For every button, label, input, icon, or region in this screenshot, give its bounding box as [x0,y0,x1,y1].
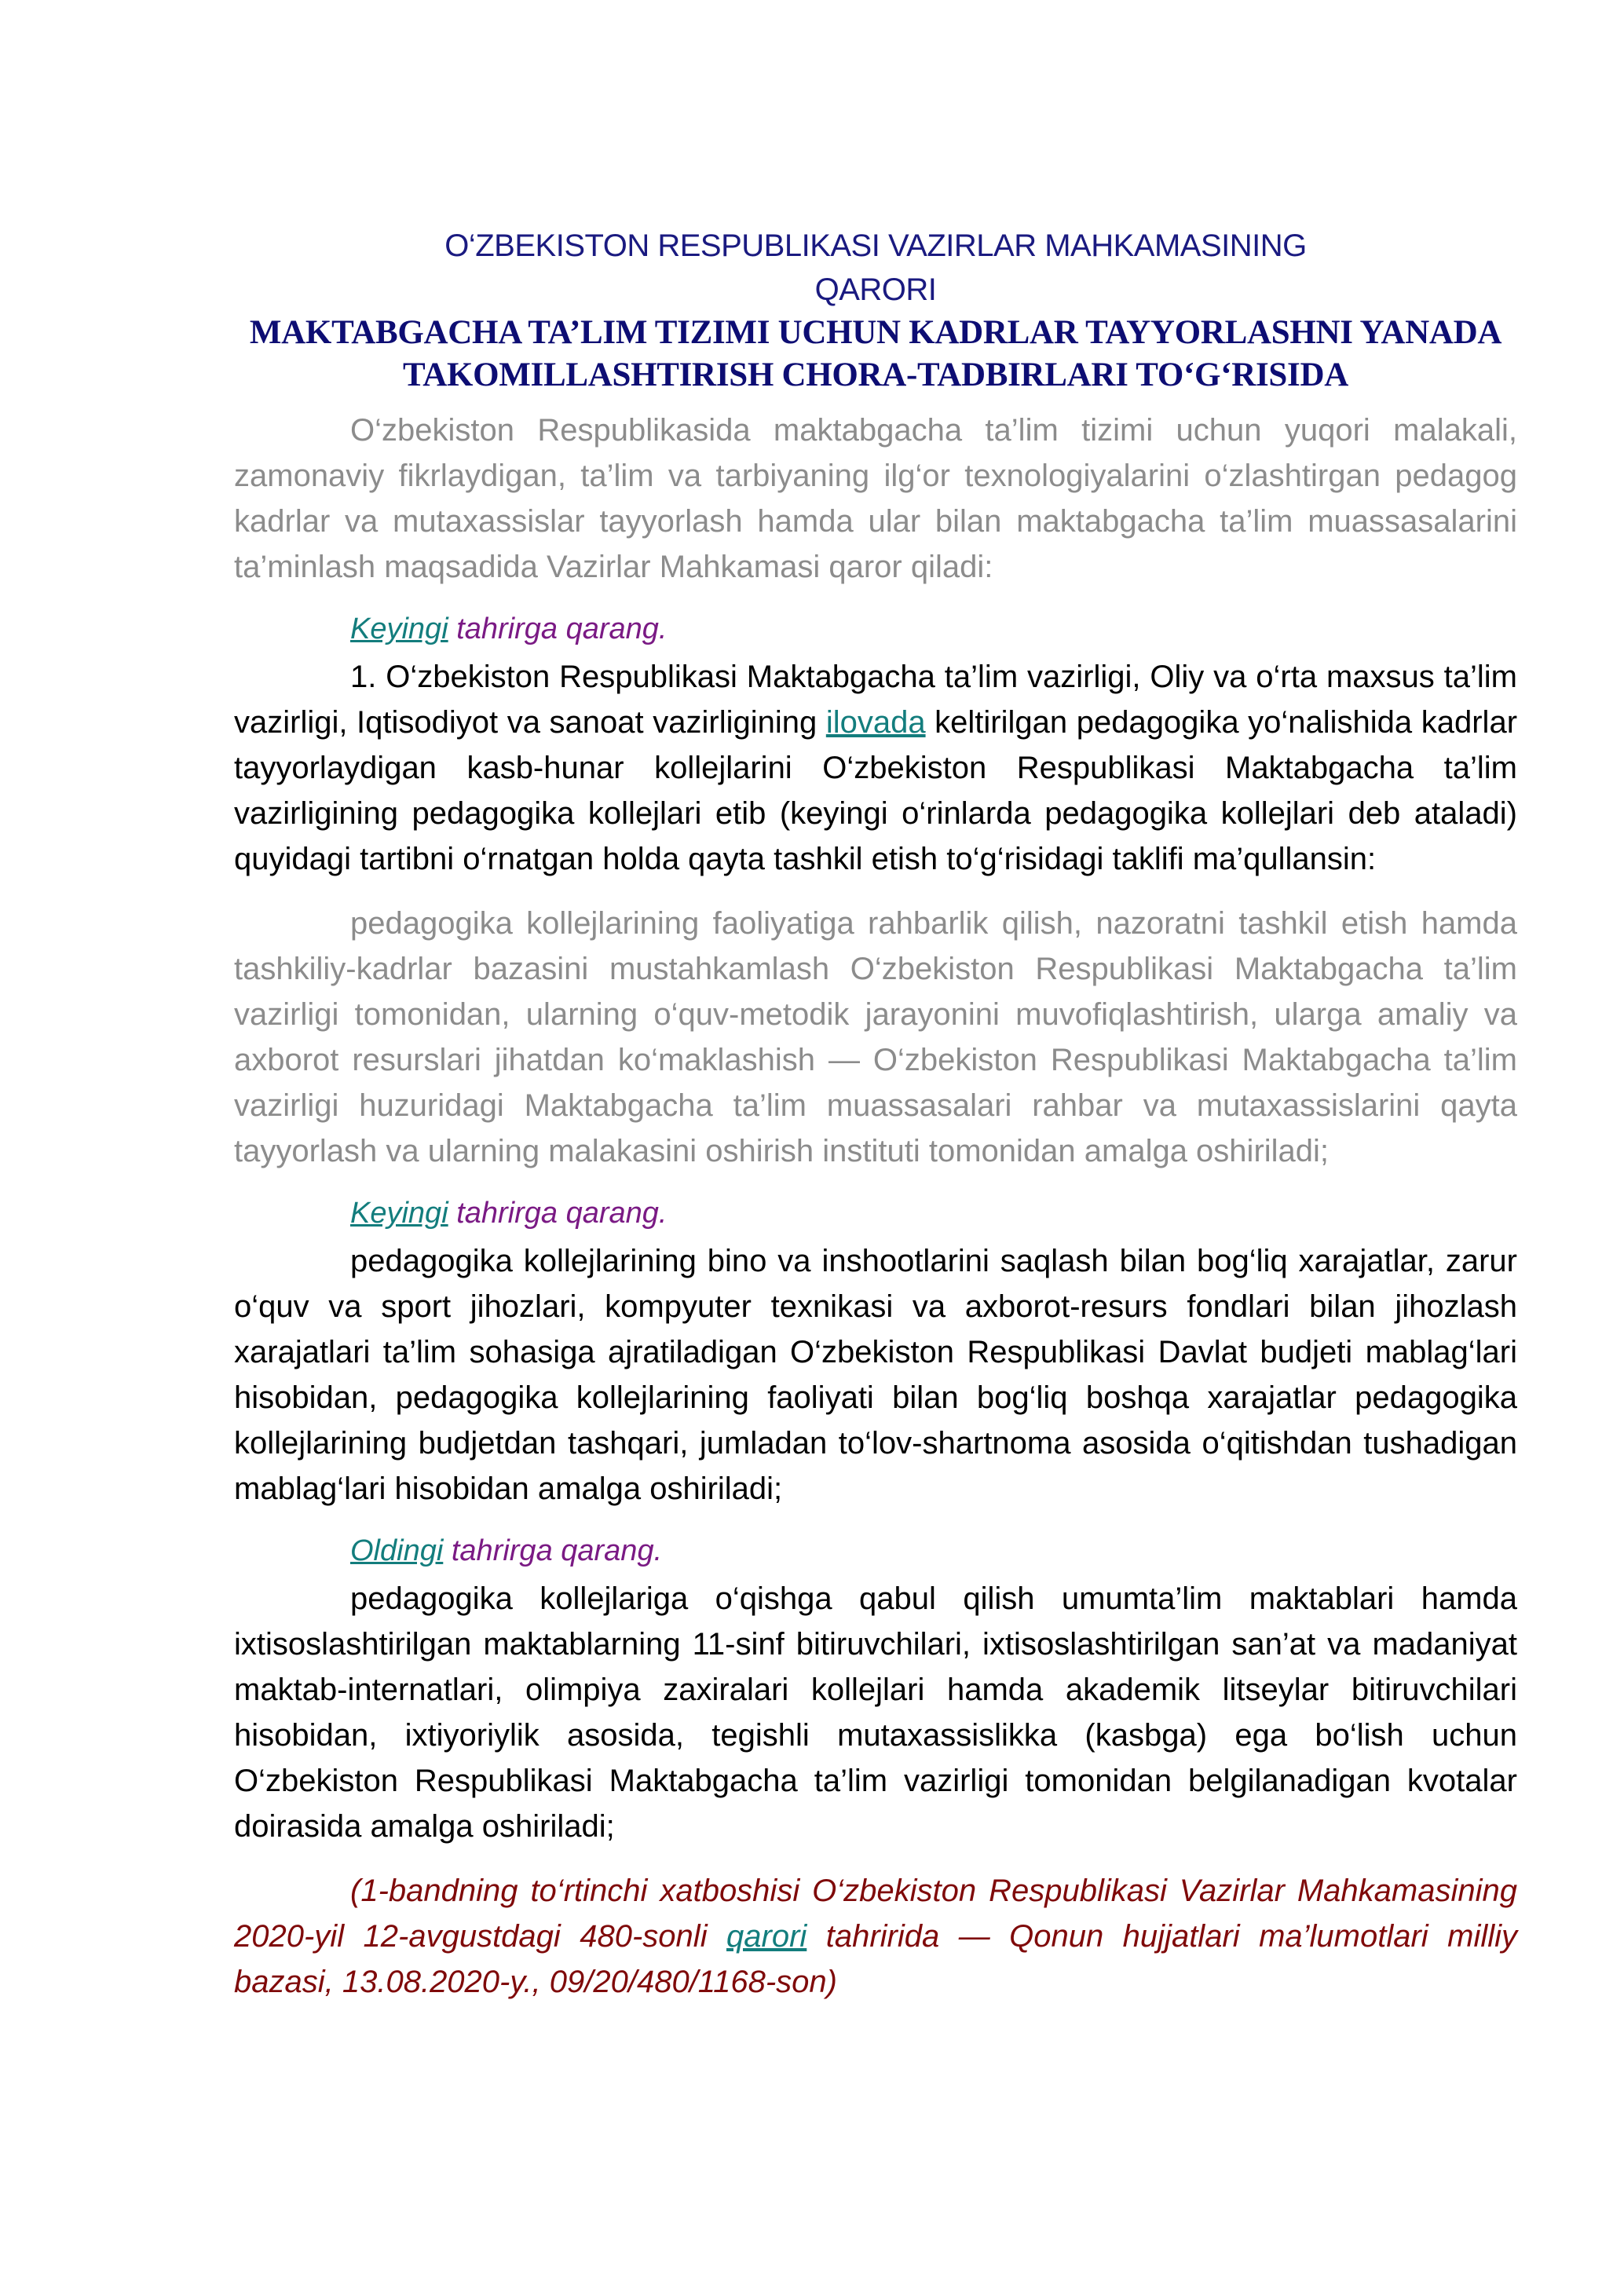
preamble: O‘zbekiston Respublikasida maktabgacha ta’lim tizimi uchun yuqori malakali, zamonaviy fikrlaydigan, ta’lim va tarbiyaning ilg‘or texnologiyalarini o‘zlashtirgan pedagog kadrlar va mutaxassislar tayyorlash hamda ular bilan maktabgacha ta’lim muassasalarini ta’minlash maqsadida Vazirlar Mahkamasi qaror qiladi: [234,413,1517,584]
amendment-note [234,1868,1517,2005]
paragraph-management: pedagogika kollejlarining faoliyatiga rahbarlik qilish, nazoratni tashkil etish hamda tashkiliy-kadrlar bazasini mustahkamlash O‘zbekiston Respublikasi Maktabgacha ta’lim vazirligi tomonidan, ularning o‘quv-metodik jarayonini muvofiqlashtirish, ularga amaliy va axborot resurslari jihatdan ko‘maklashish — O‘zbekiston Respublikasi Maktabgacha ta’lim vazirligi huzuridagi Maktabgacha ta’lim muassasalari rahbar va mutaxassislarini qayta tayyorlash va ularning malakasini oshirish instituti tomonidan amalga oshiriladi; [234,906,1517,1168]
item-1 [234,654,1517,882]
revision-note-2 [350,1193,1517,1234]
appendix-link[interactable]: ilovada [825,705,926,740]
document-type: QARORI [814,272,937,307]
revision-note-text: tahrirga qarang. [443,1534,663,1567]
next-revision-link[interactable]: Keyingi [350,612,448,645]
item-1-text-after: keltirilgan pedagogika yo‘nalishida kadrlar tayyorlaydigan kasb-hunar kollejlarini O‘zbekiston Respublikasi Maktabgacha ta’lim vazirligining pedagogika kollejlari etib (keyingi o‘rinlarda pedagogika kollejlari deb ataladi) quyidagi tartibni o‘rnatgan holda qayta tashkil etish to‘g‘risidagi taklifi ma’qullansin: [234,705,1518,876]
document-title-line1: MAKTABGACHA TA’LIM TIZIMI UCHUN KADRLAR TAYYORLASHNI YANADA [249,314,1502,351]
revision-note-text: tahrirga qarang. [448,1197,668,1230]
revision-note-3 [350,1530,1517,1571]
paragraph-admission: pedagogika kollejlariga o‘qishga qabul qilish umumta’lim maktablari hamda ixtisoslashtirilgan maktablarning 11-sinf bitiruvchilari, ixtisoslashtirilgan san’at va madaniyat maktab-internatlari, olimpiya zaxiralari kollejlari hamda akademik litseylar bitiruvchilari hisobidan, ixtiyoriylik asosida, tegishli mutaxassislikka (kasbga) ega bo‘lish uchun O‘zbekiston Respublikasi Maktabgacha ta’lim vazirligi tomonidan belgilanadigan kvotalar doirasida amalga oshiriladi; [234,1581,1517,1844]
amendment-text-before: (1-bandning to‘rtinchi xatboshisi O‘zbekiston Respublikasi Vazirlar Mahkamasining 2020-yil 12-avgustdagi 480-sonli [234,1874,1517,1954]
item-1-text-before: 1. O‘zbekiston Respublikasi Maktabgacha ta’lim vazirligi, Oliy va o‘rta maxsus ta’lim vazirligi, Iqtisodiyot va sanoat vazirligining [234,660,1517,740]
issuer-header: O‘ZBEKISTON RESPUBLIKASI VAZIRLAR MAHKAMASINING [444,229,1307,263]
document-page [234,224,1517,2005]
next-revision-link[interactable]: Keyingi [350,1197,448,1230]
previous-revision-link[interactable]: Oldingi [350,1534,444,1567]
document-title-line2: TAKOMILLASHTIRISH CHORA-TADBIRLARI TO‘G‘RISIDA [403,356,1348,393]
amendment-text-after: tahririda — Qonun hujjatlari ma’lumotlari milliy bazasi, 13.08.2020-y., 09/20/480/1168-son) [234,1919,1518,1999]
revision-note-1 [350,609,1517,649]
revision-note-text: tahrirga qarang. [448,612,668,645]
resolution-link[interactable]: qarori [726,1919,807,1954]
paragraph-expenses: pedagogika kollejlarining bino va inshootlarini saqlash bilan bog‘liq xarajatlar, zarur o‘quv va sport jihozlari, kompyuter texnikasi va axborot-resurs fondlari bilan jihozlash xarajatlari ta’lim sohasiga ajratiladigan O‘zbekiston Respublikasi Davlat budjeti mablag‘lari hisobidan, pedagogika kollejlarining faoliyati bilan bog‘liq boshqa xarajatlar pedagogika kollejlarining budjetdan tashqari, jumladan to‘lov-shartnoma asosida o‘qitishdan tushadigan mablag‘lari hisobidan amalga oshiriladi; [234,1244,1517,1506]
